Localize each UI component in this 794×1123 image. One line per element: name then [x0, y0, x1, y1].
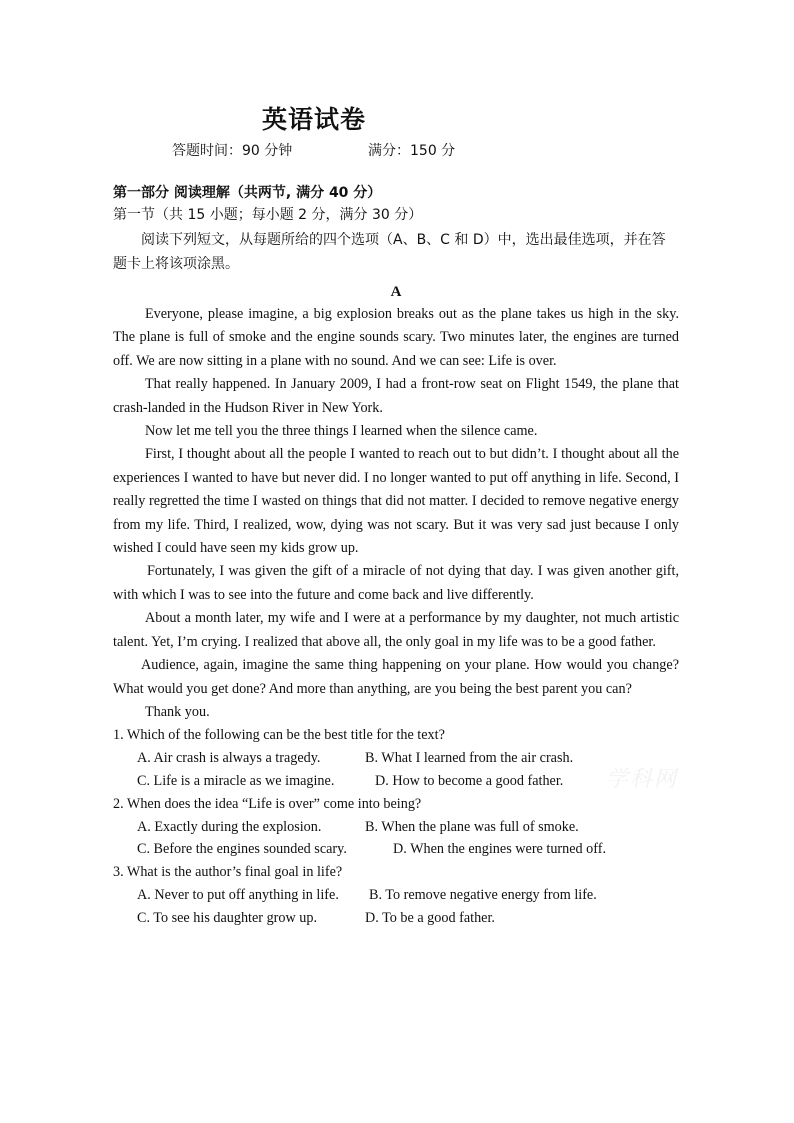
passage-paragraph: That really happened. In January 2009, I had a front-row seat on Flight 1549, the plane that crash-landed in the Hudson River in New York. — [113, 376, 679, 416]
passage-paragraph: First, I thought about all the people I wanted to reach out to but didn’t. I thought about all the experiences I wanted to have but never did. I no longer wanted to put off anything in life. Second, I really regretted the time I wasted on things that did not matter. I decided to remove negative energy from my life. Third, I realized, wow, dying was not scary. But it was very sad just because I only wished I could have seen my kids grow up. — [113, 446, 679, 557]
question-stem: 1. Which of the following can be the best title for the text? — [113, 727, 445, 744]
watermark: 学科网 — [606, 767, 679, 792]
option-b: B. To remove negative energy from life. — [369, 886, 597, 903]
option-d: D. To be a good father. — [365, 909, 495, 926]
option-row — [137, 838, 679, 861]
option-row — [137, 884, 679, 907]
option-row — [137, 907, 679, 930]
question-3 — [113, 861, 679, 929]
passage-paragraph: Fortunately, I was given the gift of a miracle of not dying that day. I was given another gift, with which I was to see into the future and come back and live differently. — [113, 563, 679, 603]
option-c: C. Before the engines sounded scary. — [137, 841, 347, 858]
passage-paragraph: Now let me tell you the three things I learned when the silence came. — [145, 423, 538, 440]
option-a: A. Air crash is always a tragedy. — [137, 750, 321, 767]
option-row — [137, 747, 679, 770]
exam-time: 答题时间：90 分钟 — [172, 143, 293, 159]
exam-total-score: 满分：150 分 — [368, 143, 456, 159]
exam-content — [113, 182, 679, 929]
section-title: 第一节（共 15 小题；每小题 2 分，满分 30 分） — [113, 207, 423, 223]
question-1 — [113, 724, 679, 792]
option-a: A. Exactly during the explosion. — [137, 818, 322, 835]
option-a: A. Never to put off anything in life. — [137, 886, 339, 903]
option-b: B. When the plane was full of smoke. — [365, 818, 579, 835]
question-stem: 3. What is the author’s final goal in life? — [113, 864, 343, 881]
option-c: C. To see his daughter grow up. — [137, 909, 318, 926]
question-2 — [113, 793, 679, 861]
option-row — [137, 816, 679, 839]
part-title: 第一部分 阅读理解（共两节, 满分 40 分） — [113, 185, 382, 201]
option-d: D. When the engines were turned off. — [393, 841, 607, 858]
passage-paragraph: About a month later, my wife and I were at a performance by my daughter, not much artistic talent. Yet, I’m crying. I realized that above all, the only goal in my life was to be a good father. — [113, 610, 679, 650]
passage-paragraph: Everyone, please imagine, a big explosion breaks out as the plane takes us high in the sky. The plane is full of smoke and the engine sounds scary. Two minutes later, the engines are turned off. We are now sitting in a plane with no sound. And we can see: Life is over. — [113, 306, 679, 369]
option-c: C. Life is a miracle as we imagine. — [137, 772, 335, 789]
option-row — [137, 770, 679, 793]
passage-label: A — [390, 284, 402, 300]
option-b: B. What I learned from the air crash. — [365, 750, 574, 767]
passage-paragraph: Audience, again, imagine the same thing happening on your plane. How would you change? What would you get done? And more than anything, are you being the best parent you can? — [113, 657, 679, 697]
exam-title: 英语试卷 — [262, 105, 367, 134]
question-stem: 2. When does the idea “Life is over” come into being? — [113, 795, 422, 812]
instruction-text: 阅读下列短文，从每题所给的四个选项（A、B、C 和 D）中，选出最佳选项，并在答题卡上将该项涂黑。 — [113, 232, 666, 272]
option-d: D. How to become a good father. — [375, 772, 564, 789]
passage-paragraph: Thank you. — [145, 703, 210, 720]
